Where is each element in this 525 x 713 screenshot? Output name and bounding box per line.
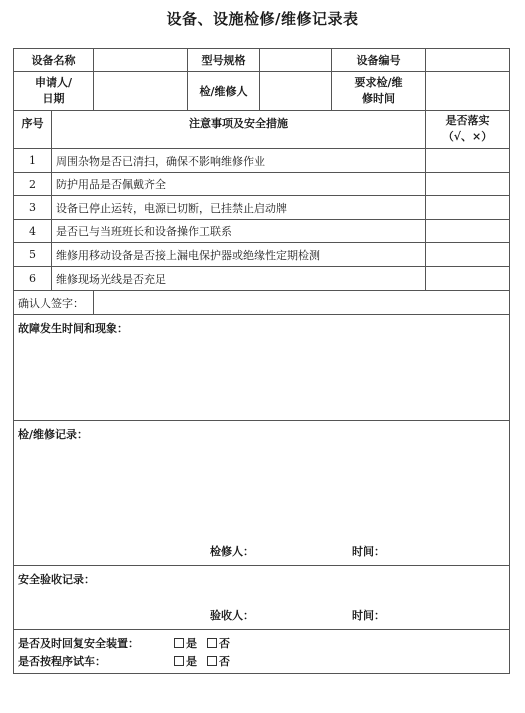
repairer-label: 检/维修人 bbox=[188, 72, 260, 111]
applicant-date-label bbox=[14, 72, 94, 111]
repair-record-label: 检/维修记录： bbox=[18, 428, 89, 441]
repairer-field[interactable] bbox=[260, 72, 332, 111]
required-time-label bbox=[332, 72, 426, 111]
row-number: 2 bbox=[14, 173, 52, 196]
acceptance-section[interactable] bbox=[14, 566, 510, 630]
table-row bbox=[14, 173, 510, 196]
acceptance-label: 安全验收记录： bbox=[18, 573, 95, 586]
table-row bbox=[14, 220, 510, 243]
date-label: 日期 bbox=[42, 92, 65, 105]
equipment-name-label: 设备名称 bbox=[14, 49, 94, 72]
equipment-no-label: 设备编号 bbox=[332, 49, 426, 72]
yes-checkbox[interactable] bbox=[174, 638, 184, 648]
table-row bbox=[14, 267, 510, 291]
row-text: 是否已与当班班长和设备操作工联系 bbox=[52, 220, 426, 243]
table-row bbox=[14, 149, 510, 173]
col-header-implemented-line2: （√、×） bbox=[442, 130, 493, 143]
row-check-cell[interactable] bbox=[426, 196, 510, 220]
model-spec-field[interactable] bbox=[260, 49, 332, 72]
repair-record-section[interactable] bbox=[14, 421, 510, 566]
required-time-label-line1: 要求检/维 bbox=[354, 76, 403, 89]
row-number: 5 bbox=[14, 243, 52, 267]
col-header-implemented-line1: 是否落实 bbox=[445, 114, 490, 127]
applicant-field[interactable] bbox=[94, 72, 188, 111]
question-safety-device bbox=[18, 634, 505, 652]
acceptance-time-label: 时间： bbox=[352, 609, 385, 622]
repair-time-label: 时间： bbox=[352, 545, 385, 558]
fault-section[interactable] bbox=[14, 315, 510, 421]
row-text: 维修现场光线是否充足 bbox=[52, 267, 426, 291]
row-text: 周围杂物是否已清扫，确保不影响维修作业 bbox=[52, 149, 426, 173]
table-row bbox=[14, 196, 510, 220]
row-check-cell[interactable] bbox=[426, 267, 510, 291]
row-number: 1 bbox=[14, 149, 52, 173]
table-row bbox=[14, 243, 510, 267]
row-check-cell[interactable] bbox=[426, 173, 510, 196]
acceptor-signature-label: 验收人： bbox=[210, 609, 254, 622]
row-text: 维修用移动设备是否接上漏电保护器或绝缘性定期检测 bbox=[52, 243, 426, 267]
row-number: 3 bbox=[14, 196, 52, 220]
applicant-label: 申请人/ bbox=[34, 76, 73, 89]
no-label: 否 bbox=[219, 654, 230, 668]
question-text: 是否及时回复安全装置： bbox=[18, 636, 139, 650]
yes-checkbox[interactable] bbox=[174, 656, 184, 666]
confirm-signature-label: 确认人签字： bbox=[14, 291, 94, 315]
record-form bbox=[13, 48, 510, 674]
col-header-no: 序号 bbox=[14, 111, 52, 149]
row-check-cell[interactable] bbox=[426, 149, 510, 173]
repairer-signature-label: 检修人： bbox=[210, 545, 254, 558]
equipment-no-field[interactable] bbox=[426, 49, 510, 72]
model-spec-label: 型号规格 bbox=[188, 49, 260, 72]
question-test-run bbox=[18, 652, 505, 670]
row-text: 设备已停止运转，电源已切断，已挂禁止启动牌 bbox=[52, 196, 426, 220]
yes-label: 是 bbox=[186, 636, 197, 650]
row-number: 6 bbox=[14, 267, 52, 291]
row-number: 4 bbox=[14, 220, 52, 243]
required-time-field[interactable] bbox=[426, 72, 510, 111]
row-check-cell[interactable] bbox=[426, 220, 510, 243]
yes-label: 是 bbox=[186, 654, 197, 668]
question-text: 是否按程序试车： bbox=[18, 654, 106, 668]
questions-section bbox=[14, 630, 510, 674]
required-time-label-line2: 修时间 bbox=[362, 92, 395, 105]
no-checkbox[interactable] bbox=[207, 638, 217, 648]
form-title: 设备、设施检修/维修记录表 bbox=[166, 10, 359, 28]
col-header-measures: 注意事项及安全措施 bbox=[52, 111, 426, 149]
col-header-implemented bbox=[426, 111, 510, 149]
equipment-name-field[interactable] bbox=[94, 49, 188, 72]
fault-label: 故障发生时间和现象： bbox=[18, 322, 128, 335]
row-text: 防护用品是否佩戴齐全 bbox=[52, 173, 426, 196]
confirm-signature-field[interactable] bbox=[94, 291, 510, 315]
no-checkbox[interactable] bbox=[207, 656, 217, 666]
row-check-cell[interactable] bbox=[426, 243, 510, 267]
no-label: 否 bbox=[219, 636, 230, 650]
